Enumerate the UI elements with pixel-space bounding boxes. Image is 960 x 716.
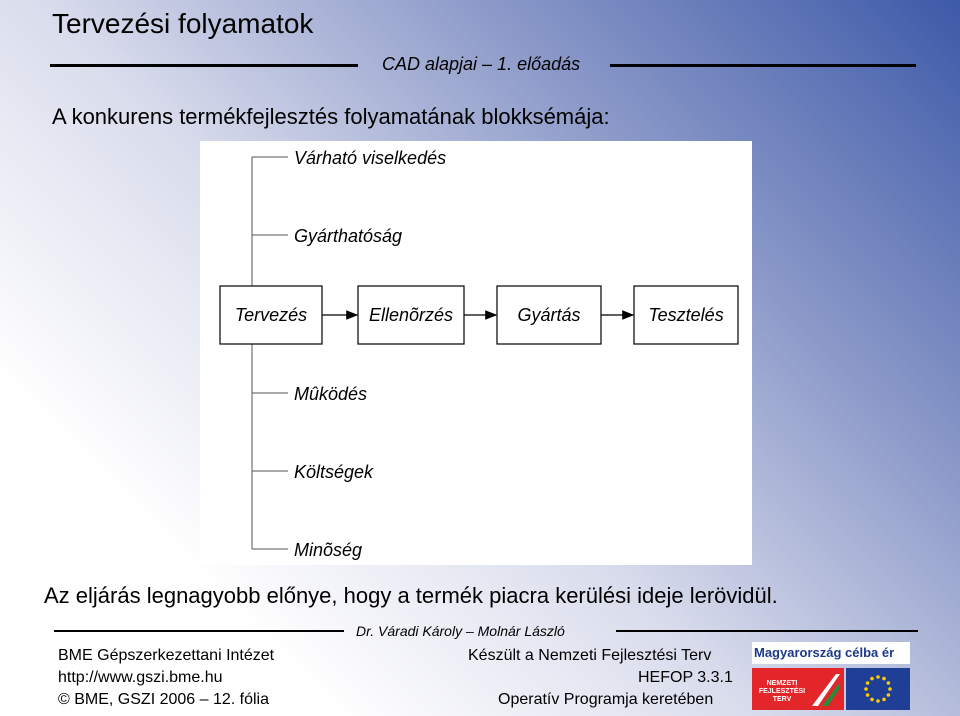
conclusion-text: Az eljárás legnagyobb előnye, hogy a termék piacra kerülési ideje lerövidül. [44,583,778,608]
footer-prepared: Készült a Nemzeti Fejlesztési Terv [468,647,712,664]
footer-url[interactable]: http://www.gszi.bme.hu [58,669,223,686]
process-label-testing: Tesztelés [648,305,724,325]
slide-title: Tervezési folyamatok [52,8,314,39]
header-rule-left [50,64,358,67]
branch-quality: Minõség [294,540,363,560]
eu-flag-icon [846,668,910,710]
nft-logo [752,668,844,710]
footer-program: HEFOP 3.3.1 [638,669,733,686]
logo-banner-text: Magyarország célba ér [754,645,895,660]
process-label-check: Ellenõrzés [368,305,454,325]
header-rule-right [610,64,916,67]
process-label-design: Tervezés [234,305,308,325]
branch-operation: Mûködés [294,384,368,404]
block-diagram [200,141,752,565]
footer-copyright: © BME, GSZI 2006 – 12. fólia [58,691,269,708]
footer-rule-right [616,630,918,632]
footer-framework: Operatív Programja keretében [498,691,714,708]
course-subtitle: CAD alapjai – 1. előadás [382,54,581,74]
branch-expected-behavior: Várható viselkedés [294,148,447,168]
nft-logo-text: NEMZETI FEJLESZTÉSI TERV [758,680,806,703]
branch-manufacturability: Gyárthatóság [294,226,403,246]
branch-costs: Költségek [294,462,374,482]
footer-authors: Dr. Váradi Károly – Molnár László [356,623,565,639]
footer-institute: BME Gépszerkezettani Intézet [58,647,275,664]
process-label-manufacturing: Gyártás [517,305,581,325]
logo-banner [752,642,910,664]
eu-stars-icon [846,668,910,710]
nft-logo-mark-icon [752,668,844,710]
section-heading: A konkurens termékfejlesztés folyamatának blokksémája: [52,104,610,129]
footer-rule-left [54,630,344,632]
